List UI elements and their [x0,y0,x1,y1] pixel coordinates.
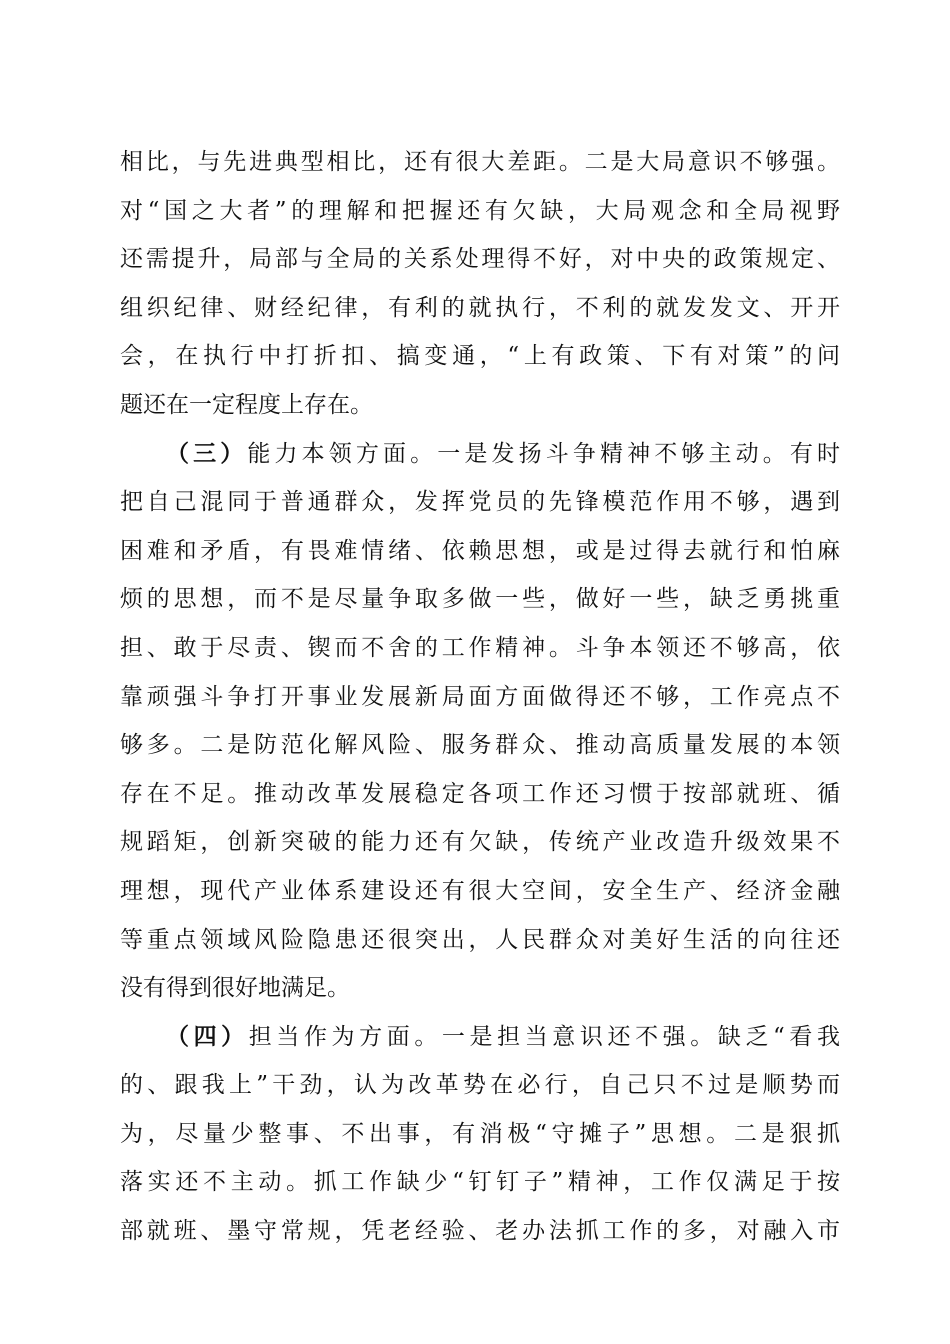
section-three-text: 能力本领方面。一是发扬斗争精神不够主动。有时 [247,440,840,467]
text-line: 的、跟我上”干劲，认为改革势在必行，自己只不过是顺势而 [120,1072,840,1099]
text-line: 没有得到很好地满足。 [120,975,350,1002]
section-three-label: （三） [166,440,248,467]
document-body [120,138,840,1256]
text-line: 困难和矛盾，有畏难情绪、依赖思想，或是过得去就行和怕麻 [120,537,840,564]
text-line: 落实还不主动。抓工作缺少“钉钉子”精神，工作仅满足于按 [120,1169,840,1196]
text-line: 烦的思想，而不是尽量争取多做一些，做好一些，缺乏勇挑重 [120,586,840,613]
text-line: 存在不足。推动改革发展稳定各项工作还习惯于按部就班、循 [120,780,840,807]
text-line: 相比，与先进典型相比，还有很大差距。二是大局意识不够强。 [120,149,840,175]
section-four-heading-line [120,1013,840,1062]
text-line: 还需提升，局部与全局的关系处理得不好，对中央的政策规定、 [120,246,840,273]
text-line: 部就班、墨守常规，凭老经验、老办法抓工作的多，对融入市 [120,1218,840,1245]
section-three-heading-line [120,430,840,479]
text-line: 等重点领域风险隐患还很突出，人民群众对美好生活的向往还 [120,926,840,953]
text-line: 靠顽强斗争打开事业发展新局面方面做得还不够，工作亮点不 [120,683,840,710]
text-line: 把自己混同于普通群众，发挥党员的先锋模范作用不够，遇到 [120,489,840,516]
text-line: 题还在一定程度上存在。 [120,391,373,418]
text-line: 对“国之大者”的理解和把握还有欠缺，大局观念和全局视野 [120,197,840,224]
section-four-text: 担当作为方面。一是担当意识还不强。缺乏“看我 [248,1023,840,1050]
text-line: 理想，现代产业体系建设还有很大空间，安全生产、经济金融 [120,877,840,904]
text-line: 规蹈矩，创新突破的能力还有欠缺，传统产业改造升级效果不 [120,829,840,856]
text-line: 担、敢于尽责、锲而不舍的工作精神。斗争本领还不够高，依 [120,634,840,661]
text-line: 够多。二是防范化解风险、服务群众、推动高质量发展的本领 [120,732,840,759]
text-line: 组织纪律、财经纪律，有利的就执行，不利的就发发文、开开 [120,294,840,321]
text-line: 会，在执行中打折扣、搞变通，“上有政策、下有对策”的问 [120,343,840,370]
section-four-label: （四） [166,1023,249,1050]
text-line: 为，尽量少整事、不出事，有消极“守摊子”思想。二是狠抓 [120,1120,840,1147]
